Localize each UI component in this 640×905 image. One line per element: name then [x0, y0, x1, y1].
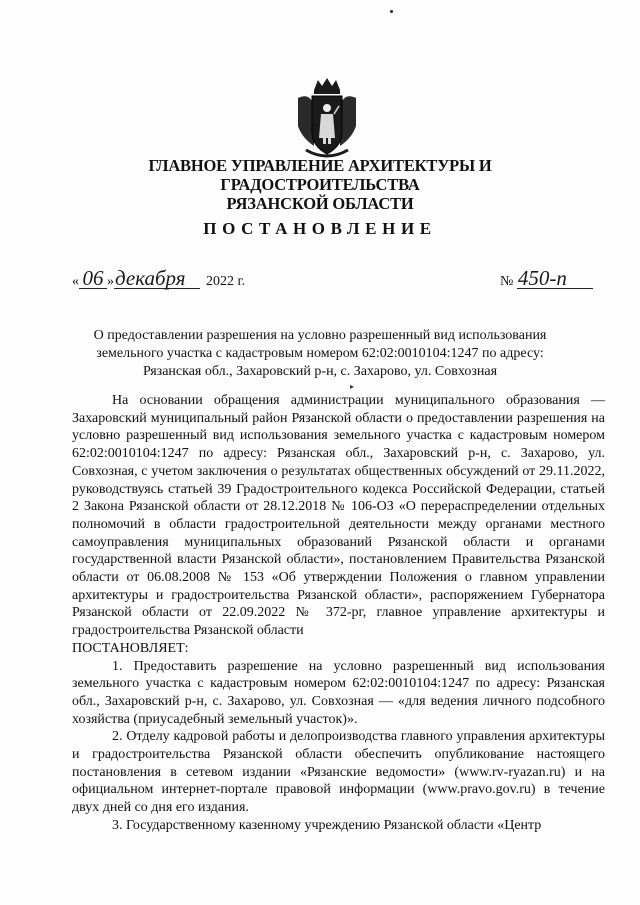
preamble-paragraph: На основании обращения администрации муниципального образования — Захаровский муниципальный район Рязанской области о предоставлении разрешения на условно разрешенный вид использования земельного участка с кадастровым номером 62:02:0010104:1247 по адресу: Рязанская обл., Захаровский р-н, с. Захарово, ул. Совхозная, с учетом заключения о результатах общественных обсуждений от 29.11.2022, руководствуясь статьей 39 Градостроительного кодекса Российской Федерации, статьей 2 Закона Рязанской области от 28.12.2018 № 106-ОЗ «О перераспределении отдельных полномочий в области градостроительной деятельности между органами местного самоуправления муниципальных образований Рязанской области и органами государственной власти Рязанской области», постановлением Правительства Рязанской области от 06.08.2008 № 153 «Об утверждении Положения о главном управлении архитектуры и градостроительства Рязанской области», распоряжением Губернатора Рязанской области от 22.09.2022 № 372-рг, главное управление архитектуры и градостроительства Рязанской области [72, 393, 605, 639]
item-2-paragraph: 2. Отделу кадровой работы и делопроизводства главного управления архитектуры и градостроительства Рязанской области обеспечить опубликование настоящего постановления в сетевом издании «Рязанские ведомости» (www.rv-ryazan.ru) и на официальном интернет-портале правовой информации (www.pravo.gov.ru) в течение двух дней со дня его издания. [72, 729, 605, 816]
coat-of-arms-icon [292, 76, 362, 160]
item-1-paragraph: 1. Предоставить разрешение на условно разрешенный вид использования земельного участка с кадастровым номером 62:02:0010104:1247 по адресу: Рязанская обл., Захаровский р-н, с. Захарово, ул. Совхозная — «для ведения личного подсобного хозяйства (приусадебный земельный участок)». [72, 658, 605, 727]
title-line2: земельного участка с кадастровым номером 62:02:0010104:1247 по адресу: [96, 346, 544, 361]
date-month-handwritten: декабря [114, 268, 200, 289]
scan-speck [390, 10, 393, 13]
number-value-handwritten: 450-п [517, 268, 593, 289]
number-label: № [500, 274, 514, 289]
document-body [72, 392, 605, 835]
title-line1: О предоставлении разрешения на условно разрешенный вид использования [93, 328, 547, 343]
document-title [80, 327, 560, 381]
date-day-handwritten: 06 [79, 268, 107, 289]
resolve-heading: ПОСТАНОВЛЯЕТ: [72, 640, 189, 656]
title-line3: Рязанская обл., Захаровский р-н, с. Захарово, ул. Совхозная [142, 364, 498, 379]
document-number [500, 268, 593, 290]
document-date [72, 268, 245, 298]
issuer-header-line2: РЯЗАНСКОЙ ОБЛАСТИ [226, 194, 414, 213]
item-3-paragraph: 3. Государственному казенному учреждению Рязанской области «Центр [112, 817, 542, 833]
document-type: ПОСТАНОВЛЕНИЕ [203, 219, 437, 238]
issuer-header [60, 156, 580, 213]
date-open-quote: « [72, 274, 79, 289]
date-year: 2022 г. [206, 274, 246, 289]
issuer-header-line1: ГЛАВНОЕ УПРАВЛЕНИЕ АРХИТЕКТУРЫ И ГРАДОСТРОИТЕЛЬСТВА [148, 156, 492, 194]
date-close-quote: » [107, 274, 114, 289]
scan-mark: ▸ [350, 382, 355, 391]
